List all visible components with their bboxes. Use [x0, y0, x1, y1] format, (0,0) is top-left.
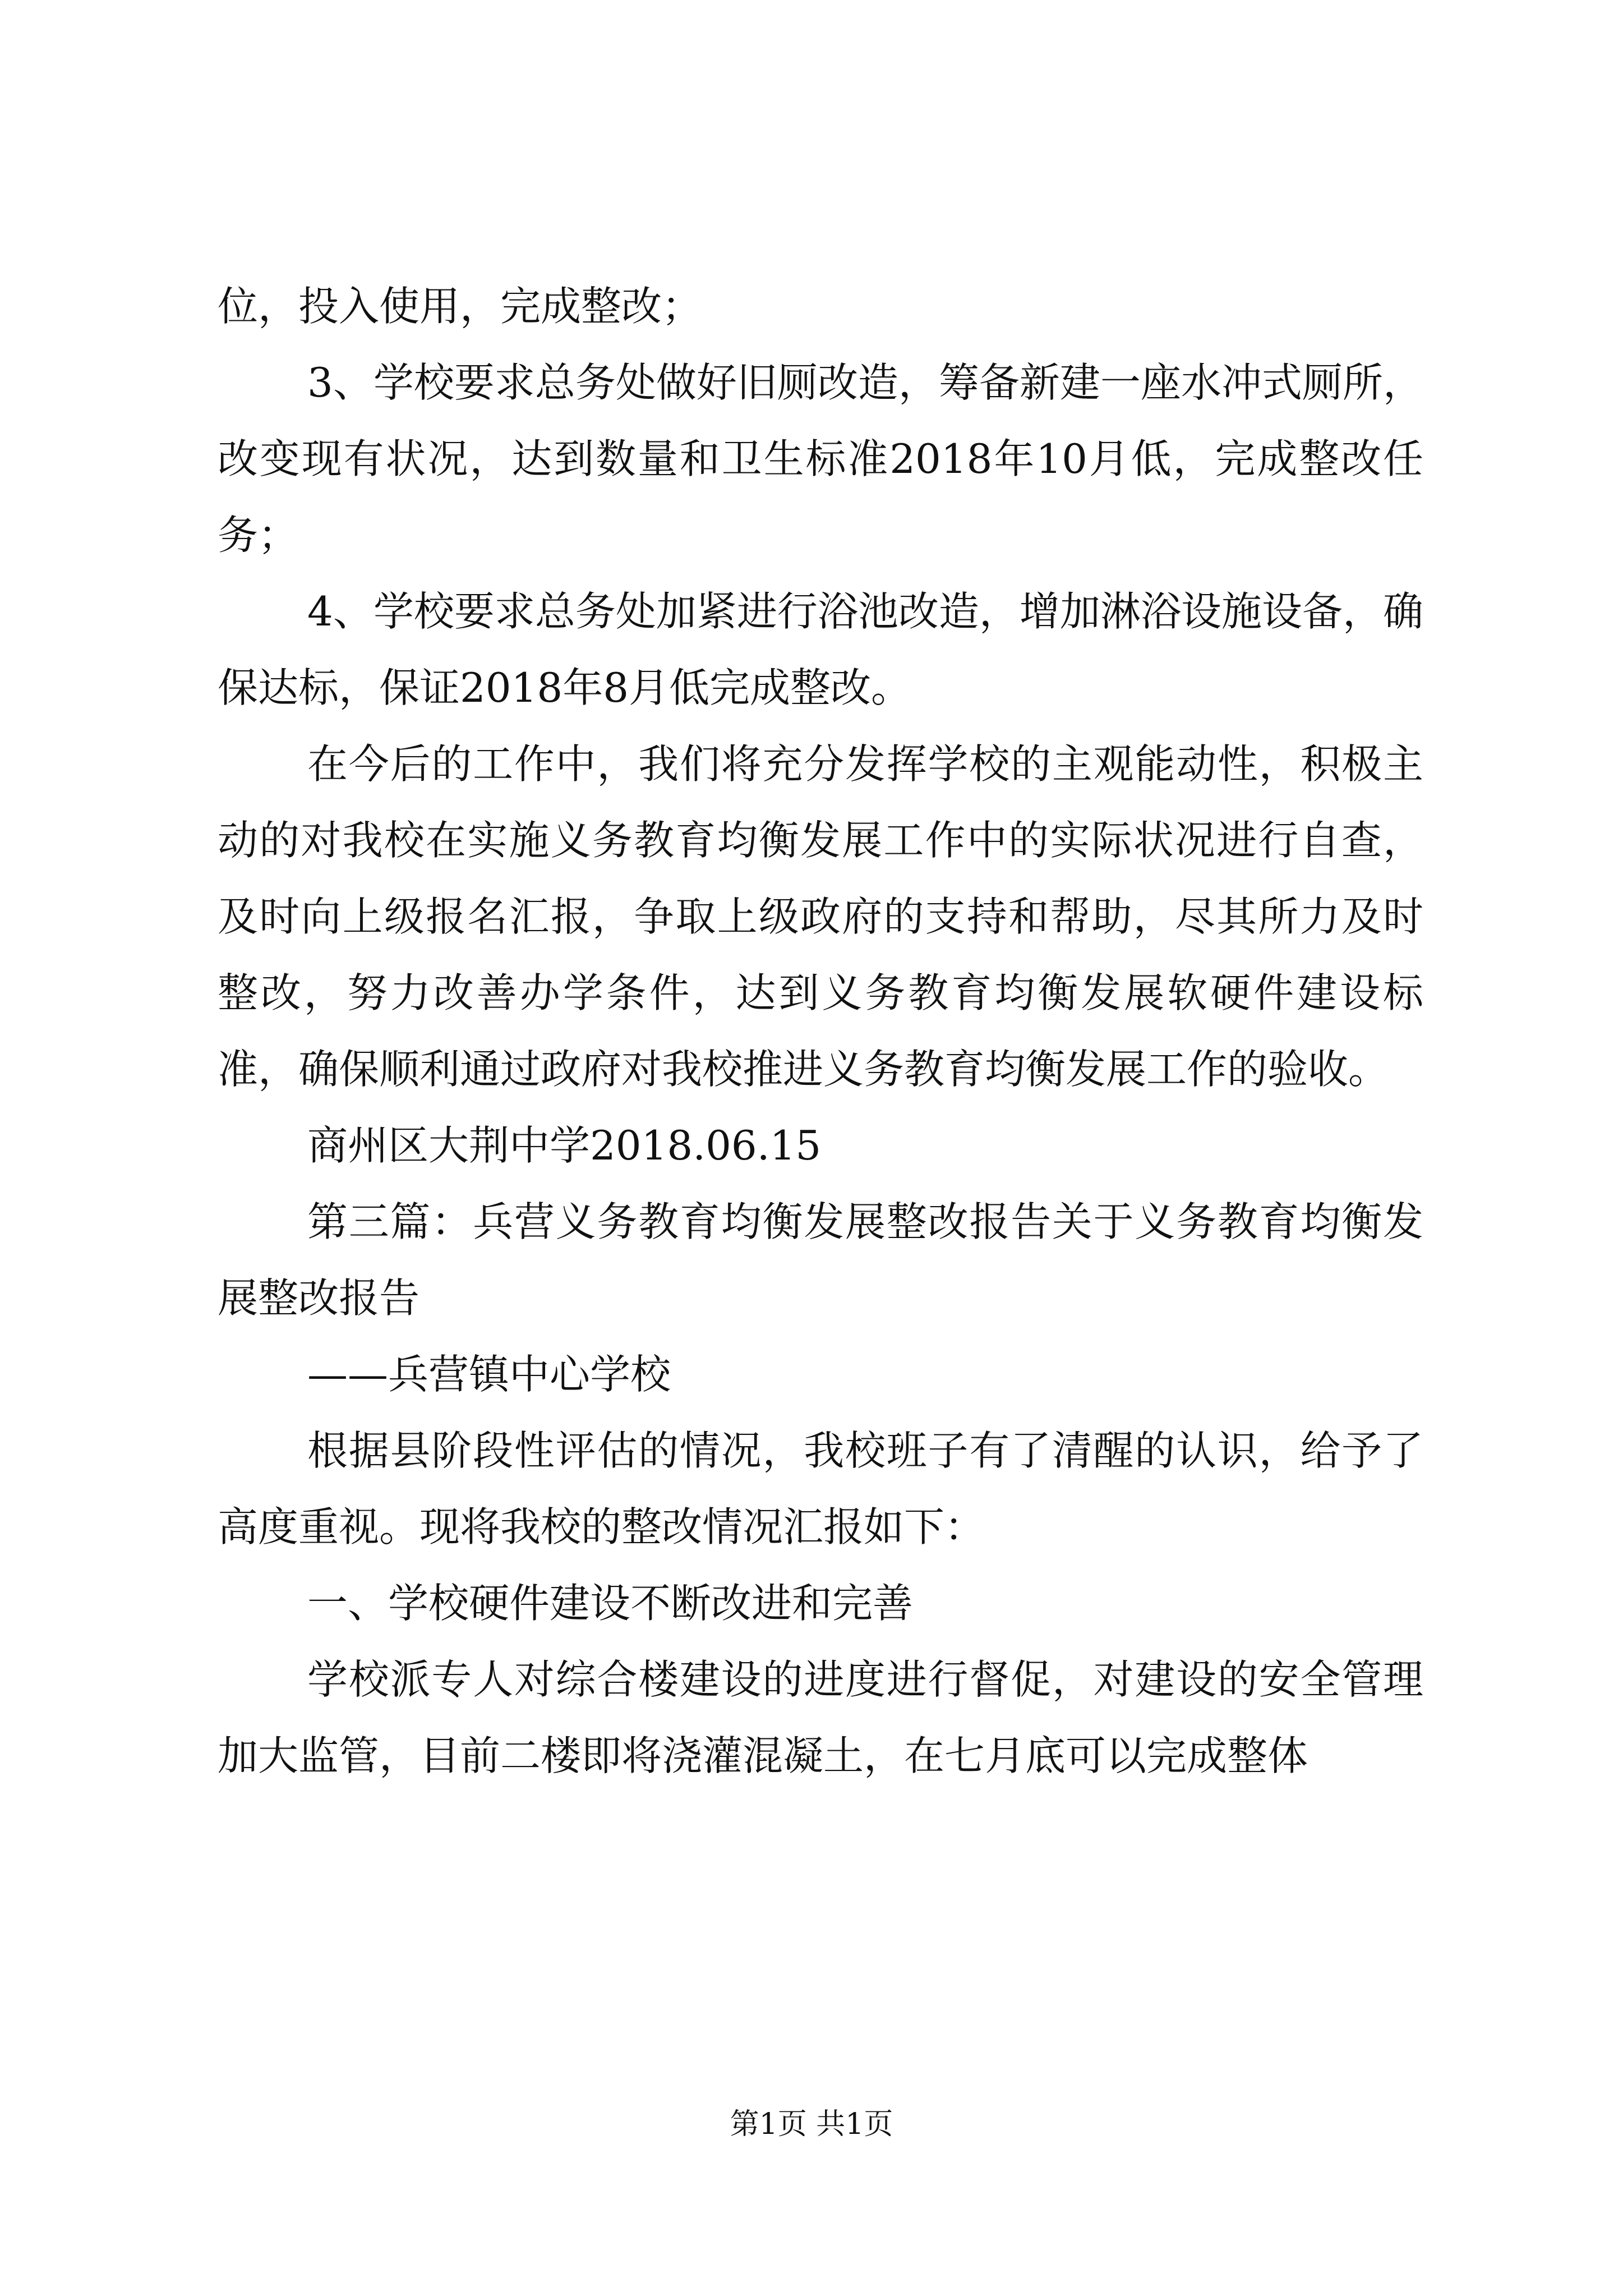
section-title: 第三篇：兵营义务教育均衡发展整改报告关于义务教育均衡发展整改报告 — [218, 1198, 1423, 1322]
paragraph-construction: 学校派专人对综合楼建设的进度进行督促，对建设的安全管理加大监管，目前二楼即将浇灌混凝土，在七月底可以完成整体 — [218, 1656, 1423, 1779]
paragraph-signature-date: 商州区大荆中学2018.06.15 — [307, 1122, 822, 1169]
paragraph-future-work: 在今后的工作中，我们将充分发挥学校的主观能动性，积极主动的对我校在实施义务教育均衡发展工作中的实际状况进行自查，及时向上级报名汇报，争取上级政府的支持和帮助，尽其所力及时整改，努力改善办学条件，达到义务教育均衡发展软硬件建设标准，确保顺利通过政府对我校推进义务教育均衡发展工作的验收。 — [218, 740, 1423, 1093]
section-subtitle: ——兵营镇中心学校 — [307, 1351, 671, 1398]
page-footer: 第1页 共1页 — [730, 2108, 893, 2141]
document-body — [218, 268, 1423, 1794]
paragraph-item-4: 4、学校要求总务处加紧进行浴池改造，增加淋浴设施设备，确保达标，保证2018年8月低完成整改。 — [218, 588, 1423, 711]
paragraph-item-3: 3、学校要求总务处做好旧厕改造，筹备新建一座水冲式厕所，改变现有状况，达到数量和卫生标准2018年10月低，完成整改任务； — [218, 359, 1423, 559]
section-heading-1: 一、学校硬件建设不断改进和完善 — [307, 1580, 914, 1627]
paragraph-continuation: 位，投入使用，完成整改； — [218, 283, 703, 330]
paragraph-intro: 根据县阶段性评估的情况，我校班子有了清醒的认识，给予了高度重视。现将我校的整改情况汇报如下： — [218, 1427, 1423, 1550]
